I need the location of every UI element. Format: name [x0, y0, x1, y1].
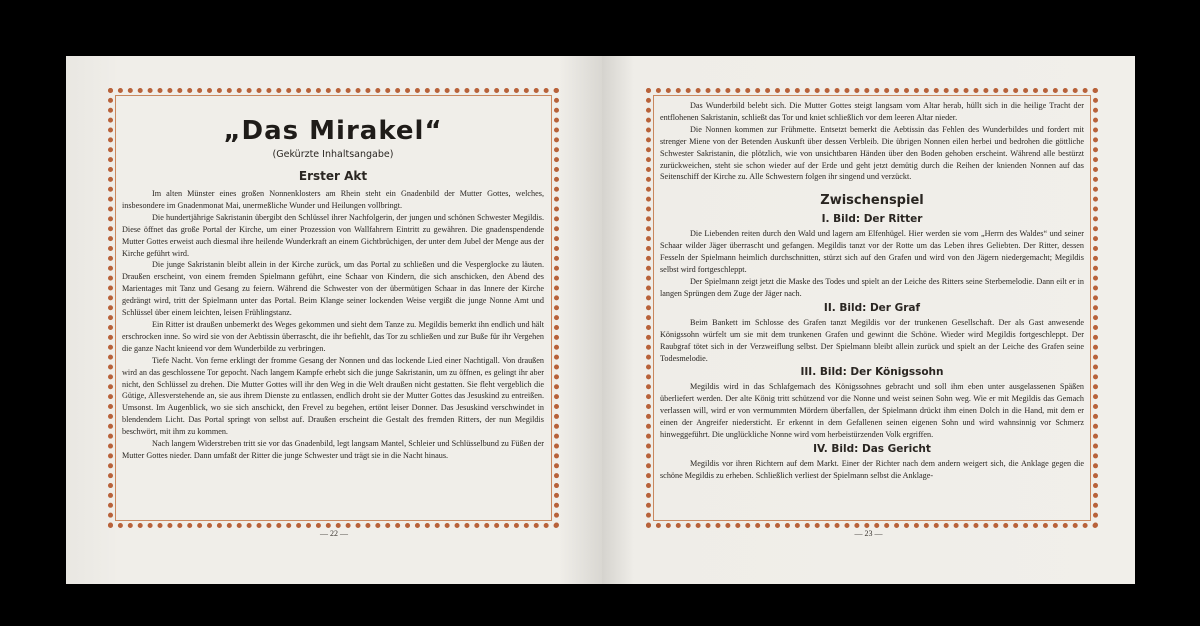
page-number-left: — 22 — [320, 529, 348, 538]
paragraph: Im alten Münster eines großen Nonnenklosters am Rhein steht ein Gnadenbild der Mutter Gottes, welches, insbesondere im Gnadenmonat Mai, unermeßliche Wunder und Heilungen vollbringt. [122, 189, 544, 210]
section-heading: II. Bild: Der Graf [823, 301, 921, 314]
paragraph: Die Nonnen kommen zur Frühmette. Entsetzt bemerkt die Aebtissin das Fehlen des Wunderbildes und fordert mit strenger Miene von der Betenden Auskunft über dessen Verbleib. Die übrigen Nonnen eilen herbei und bedrohen die göttliche Schwester Sakristanin, die plötzlich, wie von unsichtbaren Händen über den Boden gehoben erscheint. Während alle bestürzt zurückweichen, steht sie schon wieder auf der Erde und geht jetzt demütig durch die Reihen der knienden Nonnen auf das Seitenschiff der Kirche zu. Alle Schwestern folgen ihr singend und verzückt. [660, 124, 1084, 182]
paragraph: Nach langem Widerstreben tritt sie vor das Gnadenbild, legt langsam Mantel, Schleier und Schlüsselbund zu Füßen der Mutter Gottes nieder. Dann umfaßt der Ritter die junge Schwester und trägt sie in die Nacht hinaus. [122, 439, 544, 460]
right-page-content [660, 100, 1084, 482]
section-heading: III. Bild: Der Königssohn [800, 366, 944, 379]
paragraph: Die hundertjährige Sakristanin übergibt den Schlüssel ihrer Nachfolgerin, der jungen und schönen Schwester Megildis. Diese öffnet das große Portal der Kirche, um einer Prozession von Wallfahrern Eintritt zu gewähren. Die gnadenspendende Mutter Gottes erweist auch diesmal ihre heilende Wunderkraft an einem Gichtbrüchigen, der unter dem Jubel der Menge aus der Kirche geführt wird. [122, 212, 544, 258]
paragraph: Der Spielmann zeigt jetzt die Maske des Todes und spielt an der Leiche des Ritters seine Sterbemelodie. Dann eilt er in langen Sprüngen dem Zuge der Jäger nach. [660, 276, 1084, 298]
right-page [602, 56, 1135, 584]
left-page-content [122, 100, 544, 462]
act-heading: Erster Akt [298, 169, 368, 183]
paragraph: Die junge Sakristanin bleibt allein in der Kirche zurück, um das Portal zu schließen und die Vesperglocke zu läuten. Draußen erscheint, von einem fremden Spielmann geführt, eine Schaar von Kindern, die sich anschicken, den Abend des Marientages mit Tanz und Gesang zu feiern. Während die Schwester von der übermütigen Schaar in das Innere der Kirche gedrängt wird, tritt der Spielmann unter das Portal. Beim Klange seiner lockenden Weise vergißt die junge Nonne Amt und Schlüssel über einem leichten, leisen Frühlingstanz. [122, 260, 544, 318]
page-subtitle: (Gekürzte Inhaltsangabe) [272, 149, 394, 160]
page-title: „Das Mirakel“ [223, 116, 443, 146]
paragraph: Megildis wird in das Schlafgemach des Königssohnes gebracht und soll ihm eben unter ausgelassenen Späßen überliefert werden. Der alte König tritt schützend vor die Nonne und weist seinen Sohn weg. Wie er mit Megildis das Gemach verlassen will, wird er von vermummten Mördern überfallen, der Spielmann drückt ihm einen Dolch in die Hand, mit dem er einen der Angreifer niedersticht. Er erkennt in dem Gefallenen seinen eigenen Sohn und wird wahnsinnig vor Schmerz hinweggeführt. Die unglückliche Nonne wird vom herbeistürzenden Volk ergriffen. [660, 382, 1084, 440]
paragraph: Tiefe Nacht. Von ferne erklingt der fromme Gesang der Nonnen und das lockende Lied einer Nachtigall. Von draußen wird an das geschlossene Tor gepocht. Nach langem Kampfe erhebt sich die junge Sakristanin, um zu öffnen, es gelingt ihr aber nicht, den Schlüssel zu drehen. Die Mutter Gottes will ihr den Weg in die Welt draußen nicht gestatten. Sie fleht vergeblich die Gütige, Allesverstehende an, sie aus ihrem Dienste zu entlassen, endlich droht sie der Mutter Gottes das Jesuskind zu entreißen. Umsonst. Im Augenblick, wo sie sich anschickt, den Frevel zu begehen, ertönt leiser Donner. Das Jesuskind verschwindet in blendendem Licht. Das Portal springt von selbst auf. Draußen erscheint die Gestalt des fremden Ritters, der nun Megildis beschwört, mit ihm zu kommen. [122, 355, 544, 437]
paragraph: Das Wunderbild belebt sich. Die Mutter Gottes steigt langsam vom Altar herab, hüllt sich in die heilige Tracht der entflohenen Sakristanin, schließt das Tor und kniet schließlich vor dem leeren Altar nieder. [660, 101, 1084, 122]
paragraph: Ein Ritter ist draußen unbemerkt des Weges gekommen und sieht dem Tanze zu. Megildis bemerkt ihn endlich und hält erschrocken inne. So wird sie von der Aebtissin überrascht, die ihr befiehlt, das Tor zu schließen und zur Buße für ihr Vergehen die ganze Nacht knieend vor dem Wunderbilde zu verbringen. [122, 319, 544, 353]
paragraph: Beim Bankett im Schlosse des Grafen tanzt Megildis vor der trunkenen Gesellschaft. Der als Gast anwesende Königssohn würfelt um sie mit dem trunkenen Grafen und gewinnt die Schöne. Wieder wird Megildis fortgeschleppt. Der Raubgraf tötet sich in der Verzweiflung selbst. Der Spielmann bleibt allein zurück und spielt an der Leiche des Grafen seine Todesmelodie. [660, 317, 1084, 363]
interlude-heading: Zwischenspiel [820, 193, 924, 209]
left-page [66, 56, 602, 584]
paragraph: Die Liebenden reiten durch den Wald und lagern am Elfenhügel. Hier werden sie vom „Herrn des Waldes“ und seiner Schaar wilder Jäger überrascht und gefangen. Megildis tanzt vor der Rotte um das Leben ihres Geliebten. Der Ritter, dessen Fesseln der Spielmann heimlich durchschnitten, stürzt sich auf den Grafen und wird von den Jägern niedergemacht; Megildis selbst wird fortgeschleppt. [660, 229, 1084, 275]
paragraph: Megildis vor ihren Richtern auf dem Markt. Einer der Richter nach dem andern weigert sich, die Anklage gegen die schöne Megildis zu erheben. Schließlich verliest der Spielmann selbst die Anklage- [660, 458, 1084, 480]
section-heading: I. Bild: Der Ritter [821, 213, 923, 226]
page-number-right: — 23 — [854, 529, 883, 538]
section-heading: IV. Bild: Das Gericht [813, 442, 931, 455]
